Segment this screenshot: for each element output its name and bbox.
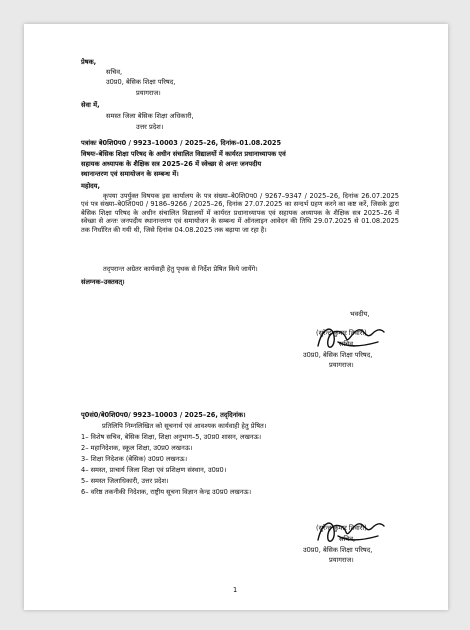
copy-item-4: 4– समस्त, प्राचार्य जिला शिक्षा एवं प्रशिक्षण संस्थान, उ0प्र0। — [81, 466, 227, 474]
signatory-designation-1: सचिव, — [339, 340, 356, 348]
sender-label: प्रेषक, — [81, 58, 97, 66]
sender-org: उ0प्र0, बेसिक शिक्षा परिषद, — [106, 78, 176, 86]
subject-line-1: विषयः–बेसिक शिक्षा परिषद के अधीन संचालित विद्यालयों में कार्यरत प्रधानाध्यापक एवं — [81, 150, 286, 158]
copy-reference: पृ0सं0/बे0शि0प0/ 9923–10003 / 2025–26, तद्‌दिनांक। — [81, 411, 246, 419]
signatory-name-1: (सुरेन्द्र कुमार तिवारी) — [316, 329, 367, 337]
body-paragraph-2: तद्‌परान्त अग्रेतर कार्यवाही हेतु पृथक से निर्देश प्रेषित किये जायेंगे। — [103, 265, 258, 273]
copy-item-5: 5– समस्त जिलाधिकारी, उत्तर प्रदेश। — [81, 477, 169, 485]
copy-item-3: 3– शिक्षा निदेशक (बेसिक) उ0प्र0 लखनऊ। — [81, 455, 188, 463]
signatory-name-2: (सुरेन्द्र कुमार तिवारी) — [316, 524, 367, 532]
body-paragraph-1: कृपया उपर्युक्त विषयक इस कार्यालय के पत्र संख्या–बे0शि0प0 / 9267–9347 / 2025–26, दिनांक 26.07.2025 एवं पत्र संख्या–बे0शि0प0 / 9186–9266 / 2025–26, दिनांक 27.07.2025 का सन्दर्भ ग्रहण करने का कष्ट करें, जिसके द्वारा बेसिक शिक्षा परिषद के अधीन संचालित विद्यालयों में कार्यरत प्रधानाध्यापक एवं सहायक अध्यापक के शैक्षिक सत्र 2025–26 में स्वेच्छा से अन्तः जनपदीय स्थानान्तरण एवं समायोजन के सम्बन्ध में ऑनलाइन आवेदन की तिथि 29.07.2025 से 01.08.2025 तक निर्धारित की गयी थी, जिसे दिनांक 04.08.2025 तक बढ़ाया जा रहा है। — [81, 192, 399, 234]
letter-reference: पत्रांकः बे0शि0प0 / 9923–10003 / 2025–26, दिनांक–01.08.2025 — [81, 139, 282, 147]
signatory-city-1: प्रयागराज। — [329, 361, 354, 369]
signatory-org-1: उ0प्र0, बेसिक शिक्षा परिषद, — [303, 351, 373, 359]
recipient-title: समस्त जिला बेसिक शिक्षा अधिकारी, — [106, 112, 194, 120]
copy-item-2: 2– महानिदेशक, स्कूल शिक्षा, उ0प्र0 लखनऊ। — [81, 444, 193, 452]
copy-item-6: 6– वरिष्ठ तकनीकी निदेशक, राष्ट्रीय सूचना विज्ञान केन्द्र उ0प्र0 लखनऊ। — [81, 488, 252, 496]
recipient-label: सेवा में, — [81, 101, 100, 109]
sender-title: सचिव, — [106, 68, 123, 76]
page-number: 1 — [233, 586, 238, 594]
enclosure: संलग्नक–उक्तवत्‌। — [81, 278, 125, 286]
signatory-city-2: प्रयागराज। — [329, 556, 354, 564]
signatory-designation-2: सचिव, — [339, 535, 356, 543]
salutation: महोदय, — [81, 182, 100, 190]
closing: भवदीय, — [350, 310, 370, 318]
recipient-state: उत्तर प्रदेश। — [136, 123, 164, 131]
subject-line-2: सहायक अध्यापक के शैक्षिक सत्र 2025–26 में स्वेच्छा से अन्तः जनपदीय — [81, 160, 262, 168]
sender-city: प्रयागराज। — [136, 89, 161, 97]
copy-intro: प्रतिलिपि निम्नलिखित को सूचनार्थ एवं आवश्यक कार्यवाही हेतु प्रेषित। — [102, 422, 267, 430]
signatory-org-2: उ0प्र0, बेसिक शिक्षा परिषद, — [303, 546, 373, 554]
document-page — [24, 24, 448, 610]
subject-line-3: स्थानान्तरण एवं समायोजन के सम्बन्ध में। — [81, 170, 179, 178]
copy-item-1: 1– विशेष सचिव, बेसिक शिक्षा, शिक्षा अनुभाग–5, उ0प्र0 शासन, लखनऊ। — [81, 433, 262, 441]
